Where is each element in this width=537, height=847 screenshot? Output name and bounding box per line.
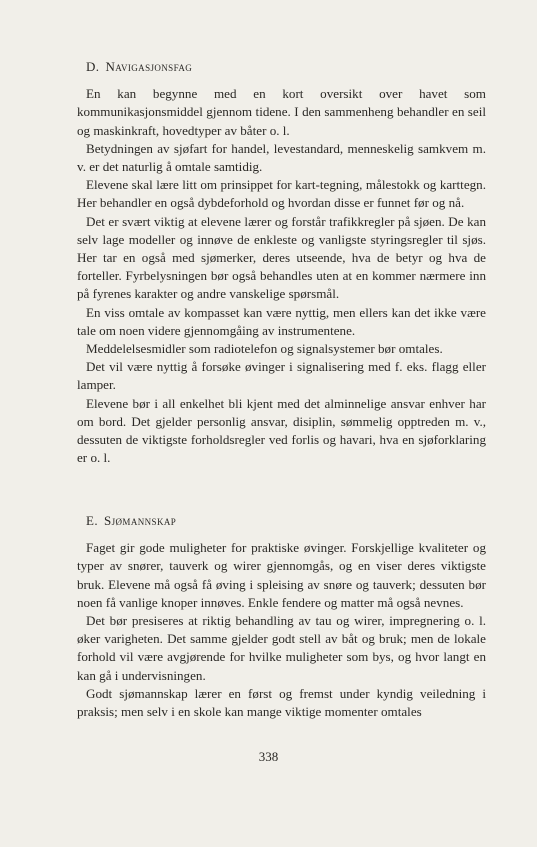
section-d [77,58,486,467]
section-e-heading [86,512,486,530]
paragraph: Elevene bør i all enkelhet bli kjent med det alminnelige ansvar enhver har om bord. Det gjelder personlig ansvar, disiplin, sømmelig opptreden m. v., dessuten de viktigste forholdsregler ved forlis og havari, hva en sjøforklaring er o. l. [77,395,486,466]
paragraph: Det er svært viktig at elevene lærer og forstår trafikkregler på sjøen. De kan selv lage modeller og innøve de enkleste og vanligste styringsregler til sjøs. Her tar en også med sjømerker, deres utseende, hva de betyr og hva de forteller. Fyrbelysningen bør også behandles uten at en kommer nærmere inn på fyrenes karakter og andre vanskelige spørsmål. [77,213,486,302]
paragraph: Faget gir gode muligheter for praktiske øvinger. Forskjellige kvaliteter og typer av snører, tauverk og wirer gjennomgås, og en viser deres viktigste bruk. Elevene må også få øving i spleising av snøre og tauverk; dessuten bør noen få vanlige knoper innøves. Enkle fendere og matter må også nevnes. [77,540,486,610]
paragraph: En viss omtale av kompasset kan være nyttig, men ellers kan det ikke være tale om noen videre gjennomgåing av instrumentene. [77,304,486,338]
section-d-title: Navigasjonsfag [105,59,193,74]
paragraph: Elevene skal lære litt om prinsippet for kart-tegning, målestokk og karttegn. Her behandler en også dybdeforhold og hvordan disse er funnet før og nå. [77,177,486,211]
section-e [77,512,486,721]
paragraph: Godt sjømannskap lærer en først og fremst under kyndig veiledning i praksis; men selv i en skole kan mange viktige momenter omtales [77,685,486,720]
paragraph: Meddelelsesmidler som radiotelefon og signalsystemer bør omtales. [86,341,443,357]
page-number: 338 [258,749,279,764]
section-d-heading [86,58,486,76]
section-d-number: D. [86,59,100,74]
paragraph: Betydningen av sjøfart for handel, levestandard, menneskelig samkvem m. v. er det naturlig å omtale samtidig. [77,140,486,175]
section-e-title: Sjømannskap [104,513,177,528]
paragraph: En kan begynne med en kort oversikt over havet som kommunikasjonsmiddel gjennom tidene. I den sammenheng behandler en seil og maskinkraft, hovedtyper av båter o. l. [77,86,486,138]
section-e-number: E. [86,513,98,528]
paragraph: Det vil være nyttig å forsøke øvinger i signalisering med f. eks. flagg eller lamper. [77,359,486,393]
paragraph: Det bør presiseres at riktig behandling av tau og wirer, impregnering o. l. øker varigheten. Det samme gjelder godt stell av båt og bruk; men de lokale forhold vil være avgjørende for hvilke muligheter som bys, og hvor langt en kan gå i undervisningen. [77,613,486,683]
